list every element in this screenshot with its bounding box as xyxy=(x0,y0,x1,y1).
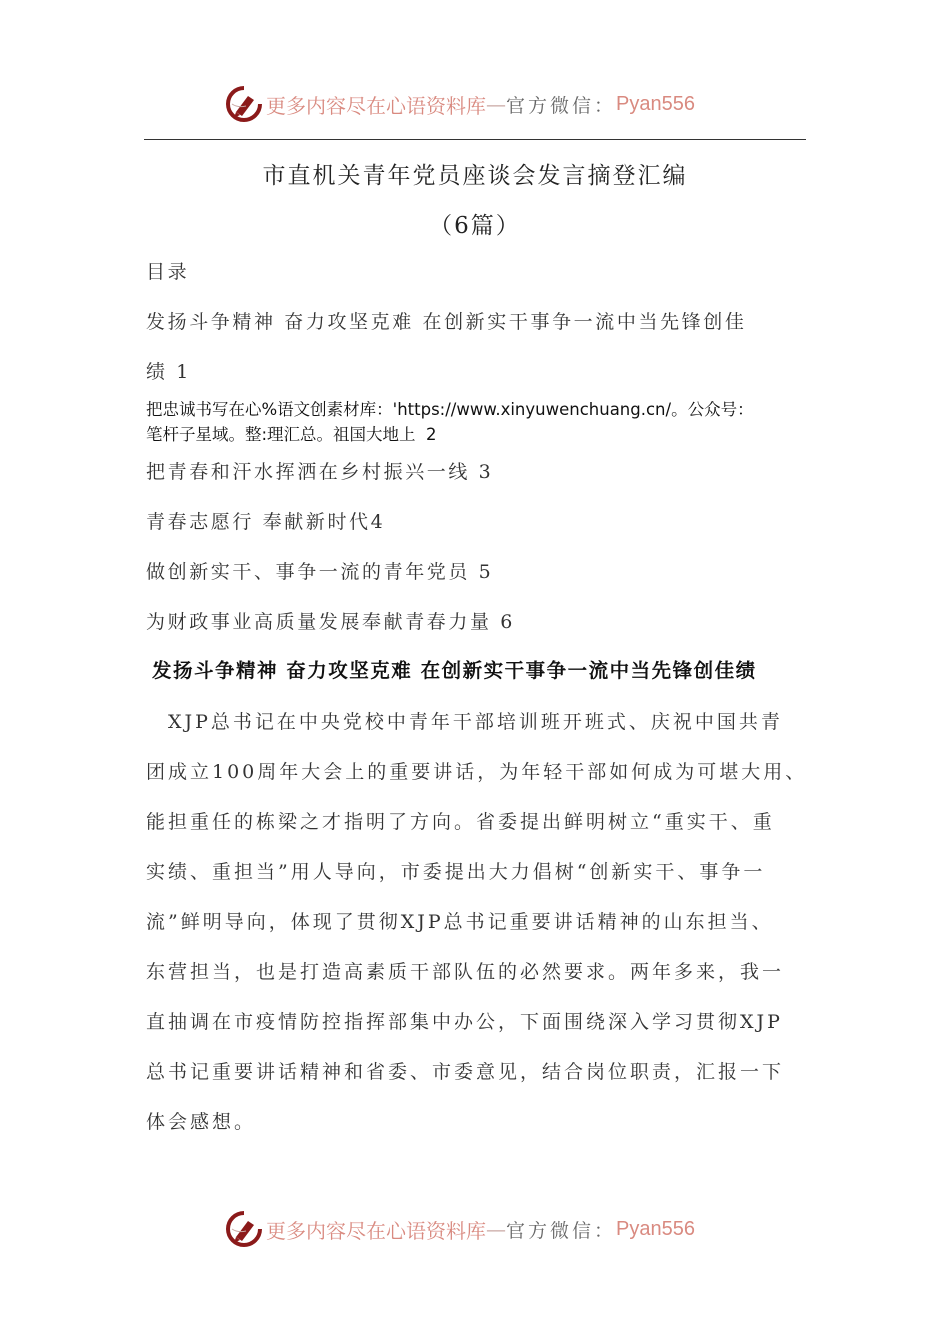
banner-main-text: 更多内容尽在心语资料库 xyxy=(266,1218,486,1243)
paragraph-line: 总书记重要讲话精神和省委、市委意见，结合岗位职责，汇报一下 xyxy=(146,1061,785,1083)
paragraph-line: XJP总书记在中央党校中青年干部培训班开班式、庆祝中国共青 xyxy=(146,711,783,733)
banner-main-text: 更多内容尽在心语资料库 xyxy=(266,93,486,118)
toc-item-2-line2[interactable]: 笔杆子星域。整:理汇总。祖国大地上 2 xyxy=(146,425,437,444)
header-banner xyxy=(226,84,695,124)
paragraph-line: 流”鲜明导向，体现了贯彻XJP总书记重要讲话精神的山东担当、 xyxy=(146,911,774,933)
toc-item-3[interactable]: 把青春和汗水挥洒在乡村振兴一线 3 xyxy=(146,461,494,483)
toc-item-1-line1[interactable]: 发扬斗争精神 奋力攻坚克难 在创新实干事争一流中当先锋创佳 xyxy=(146,311,747,333)
toc-item-4[interactable]: 青春志愿行 奉献新时代4 xyxy=(146,511,386,533)
banner-wechat-label: 官方微信： xyxy=(506,1219,617,1242)
pen-nib-logo-icon xyxy=(226,1211,262,1247)
toc-label: 目录 xyxy=(146,261,190,283)
banner-wechat-id: Pyan556 xyxy=(616,92,695,115)
pen-nib-logo-icon xyxy=(226,86,262,122)
banner-dash: — xyxy=(486,1217,506,1241)
paragraph-line: 体会感想。 xyxy=(146,1111,257,1133)
section-heading: 发扬斗争精神 奋力攻坚克难 在创新实干事争一流中当先锋创佳绩 xyxy=(152,659,757,682)
paragraph-line: 直抽调在市疫情防控指挥部集中办公，下面围绕深入学习贯彻XJP xyxy=(146,1011,783,1033)
banner-dash: — xyxy=(486,92,506,116)
toc-item-2-line1[interactable]: 把忠诚书写在心%语文创素材库：'https://www.xinyuwenchuang.cn/。公众号： xyxy=(146,400,754,419)
paragraph-line: 能担重任的栋梁之才指明了方向。省委提出鲜明树立“重实干、重 xyxy=(146,811,775,833)
banner-wechat-id: Pyan556 xyxy=(616,1217,695,1240)
toc-item-5[interactable]: 做创新实干、事争一流的青年党员 5 xyxy=(146,561,494,583)
document-subtitle: （6篇） xyxy=(429,213,521,239)
paragraph-line: 东营担当，也是打造高素质干部队伍的必然要求。两年多来，我一 xyxy=(146,961,785,983)
document-title: 市直机关青年党员座谈会发言摘登汇编 xyxy=(262,163,688,189)
toc-item-2[interactable] xyxy=(146,397,754,447)
footer-banner xyxy=(226,1209,695,1249)
toc-item-6[interactable]: 为财政事业高质量发展奉献青春力量 6 xyxy=(146,611,515,633)
header-divider xyxy=(144,139,806,140)
banner-wechat-label: 官方微信： xyxy=(506,94,617,117)
paragraph-line: 团成立100周年大会上的重要讲话，为年轻干部如何成为可堪大用、 xyxy=(146,761,808,783)
paragraph-line: 实绩、重担当”用人导向，市委提出大力倡树“创新实干、事争一 xyxy=(146,861,766,883)
toc-item-1-line2[interactable]: 绩 1 xyxy=(146,361,191,383)
